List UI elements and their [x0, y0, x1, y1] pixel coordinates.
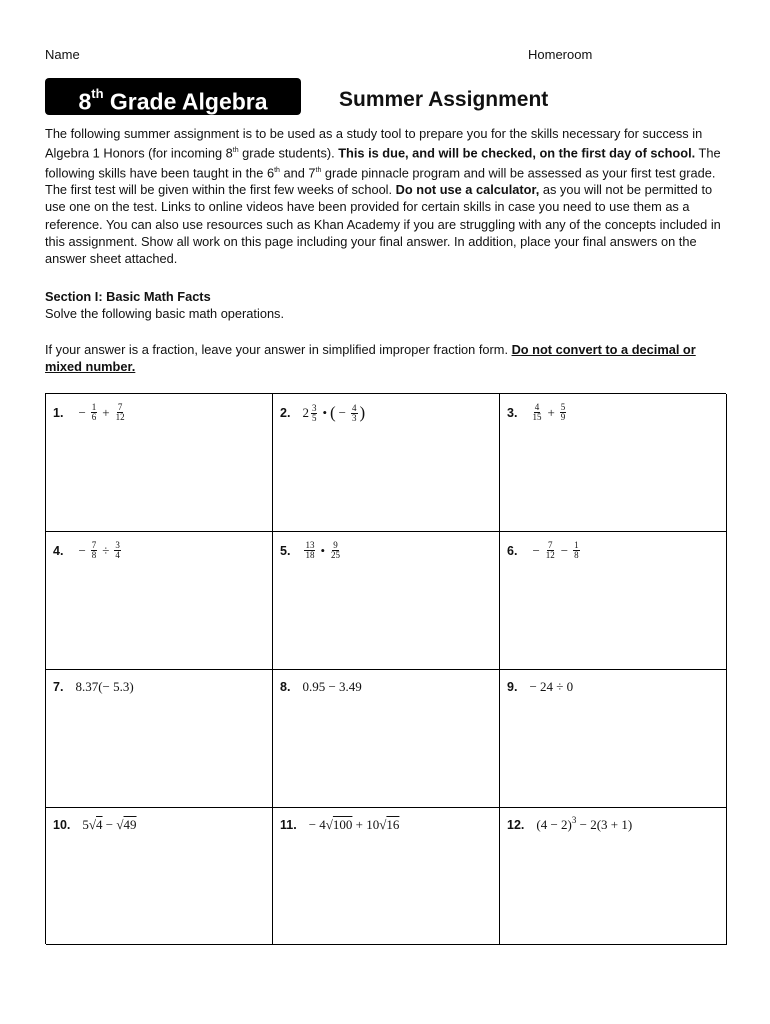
- numerator: 3: [115, 540, 120, 550]
- problem-expression: [75, 403, 127, 422]
- assignment-title: Summer Assignment: [339, 88, 549, 111]
- operator: −: [560, 542, 569, 558]
- problem-cell-9[interactable]: [500, 670, 727, 808]
- problem-number: 11.: [280, 818, 297, 832]
- operator: −: [102, 817, 117, 832]
- coefficient: 5: [82, 817, 89, 832]
- section-heading: Section I: Basic Math Facts: [45, 289, 211, 304]
- course-name: Grade Algebra: [103, 88, 268, 115]
- problem-number: 12.: [507, 818, 525, 832]
- coefficient: − 4: [308, 817, 326, 832]
- operator: •: [322, 405, 327, 420]
- neg-sign: −: [78, 404, 86, 420]
- operator: •: [320, 542, 325, 558]
- problem-cell-8[interactable]: [273, 670, 500, 808]
- problem-expression: [82, 817, 136, 833]
- sqrt-symbol: √: [379, 817, 387, 832]
- problem-cell-11[interactable]: [273, 808, 500, 945]
- intro-text-2: grade students).: [238, 145, 339, 161]
- problem-expression: [529, 541, 581, 560]
- problem-cell-7[interactable]: [46, 670, 273, 808]
- right-paren: ): [359, 403, 366, 422]
- left-paren: (: [330, 403, 336, 422]
- intro-text-8: as you will not be permitted to use one on the test. Links to online videos have been provided for certain skills in case you need to use them as a reference. You can also use resources such as Khan Academy if you are struggling with any of the concepts included in this assignment. Show all work on this page including your final answer. In addition, place your final answers on the answer sheet attached.: [45, 182, 721, 266]
- problem-number: 4.: [53, 543, 64, 558]
- fraction: [304, 541, 315, 560]
- fraction: [114, 541, 121, 560]
- problem-number: 2.: [280, 406, 291, 420]
- problem-expression: [536, 817, 632, 833]
- intro-text-1: The following summer assignment is to be used as a study tool to prepare you for the skills necessary for success in Algebra 1 Honors (for incoming 8: [45, 126, 703, 161]
- fraction-note-text: If your answer is a fraction, leave your answer in simplified improper fraction form.: [45, 342, 512, 357]
- problem-cell-10[interactable]: [46, 808, 273, 945]
- grade-suffix: th: [91, 86, 104, 101]
- problem-expression: [309, 817, 400, 833]
- problem-cell-5[interactable]: [273, 532, 500, 670]
- problem-number: 5.: [280, 543, 291, 558]
- neg-sign: −: [532, 542, 540, 558]
- numerator: 3: [311, 402, 317, 413]
- fraction-instructions: [45, 341, 725, 376]
- problem-cell-1[interactable]: [46, 394, 273, 532]
- intro-text-5: and 7: [279, 164, 316, 180]
- denominator: 8: [91, 550, 97, 560]
- problem-number: 3.: [507, 405, 518, 420]
- problem-number: 10.: [53, 818, 71, 832]
- numerator: 7: [91, 540, 97, 550]
- fraction: [330, 541, 341, 560]
- denominator: 4: [115, 550, 120, 560]
- exponent: 3: [571, 815, 577, 825]
- homeroom-label: Homeroom: [528, 47, 593, 62]
- fraction-note-warning: Do not convert to a decimal or mixed number.: [45, 342, 696, 375]
- denominator: 15: [532, 412, 542, 422]
- problem-number: 9.: [507, 680, 518, 694]
- denominator: 9: [560, 412, 566, 422]
- numerator: 4: [352, 402, 357, 413]
- denominator: 12: [115, 412, 125, 422]
- denominator: 5: [311, 412, 317, 423]
- numerator: 4: [534, 402, 540, 412]
- problem-expression: [529, 403, 568, 422]
- radicand: 49: [123, 817, 137, 832]
- intro-text-6: grade pinnacle program and will be assessed as your first test grade. The first test will be given within the first few weeks of school.: [45, 164, 716, 198]
- problem-cell-12[interactable]: [500, 808, 727, 945]
- section-subheading: Solve the following basic math operations.: [45, 306, 285, 321]
- intro-sup-4: th: [274, 166, 280, 174]
- numerator: 1: [574, 540, 579, 550]
- problem-cell-2[interactable]: [273, 394, 500, 532]
- problem-expression: [75, 541, 122, 560]
- denominator: 8: [574, 550, 579, 560]
- grade-number: 8: [78, 88, 92, 115]
- student-info-row: [45, 47, 725, 65]
- whole-number: 2: [302, 405, 309, 420]
- operator: +: [547, 404, 555, 420]
- fraction: [531, 403, 542, 422]
- problem-expression: − 24 ÷ 0: [529, 679, 574, 694]
- base-expression: (4 − 2): [536, 817, 572, 832]
- problem-number: 6.: [507, 543, 518, 558]
- fraction: [91, 541, 98, 560]
- problem-number: 1.: [53, 405, 64, 420]
- denominator: 3: [352, 412, 357, 423]
- numerator: 5: [560, 402, 566, 412]
- neg-sign: −: [78, 542, 86, 558]
- denominator: 12: [545, 550, 555, 560]
- fraction: [91, 403, 98, 422]
- operator: +: [102, 404, 110, 420]
- intro-text-4: The following skills have been taught in the 6: [45, 145, 721, 180]
- intro-paragraph: [45, 125, 725, 267]
- intro-due-notice: This is due, and will be checked, on the first day of school.: [338, 145, 696, 161]
- course-title-banner: [45, 78, 301, 115]
- neg-sign: −: [338, 405, 347, 420]
- problem-number: 7.: [53, 680, 64, 694]
- intro-calculator-notice: Do not use a calculator,: [395, 182, 540, 198]
- intro-sup-1: th: [232, 147, 239, 155]
- sqrt-symbol: √: [116, 817, 124, 832]
- denominator: 25: [331, 550, 340, 560]
- problem-expression: 8.37(− 5.3): [75, 679, 134, 694]
- fraction: [573, 541, 580, 560]
- denominator: 6: [91, 412, 97, 422]
- problem-expression: [302, 541, 343, 560]
- radicand: 4: [96, 817, 103, 832]
- fraction: [115, 403, 126, 422]
- fraction: [351, 404, 358, 423]
- intro-sup-5: th: [315, 166, 322, 174]
- numerator: 9: [333, 540, 338, 550]
- denominator: 18: [305, 550, 315, 560]
- problem-expression: 0.95 − 3.49: [302, 679, 362, 694]
- problem-cell-4[interactable]: [46, 532, 273, 670]
- problem-grid: [45, 393, 726, 944]
- remaining-expression: − 2(3 + 1): [576, 817, 633, 832]
- problem-number: 8.: [280, 680, 291, 694]
- fraction: [560, 403, 567, 422]
- numerator: 1: [91, 402, 97, 412]
- problem-expression: [302, 403, 365, 423]
- fraction: [311, 404, 318, 423]
- numerator: 7: [548, 540, 553, 550]
- numerator: 7: [117, 402, 123, 412]
- fraction: [545, 541, 556, 560]
- operator: ÷: [102, 542, 110, 558]
- radicand: 16: [386, 817, 400, 832]
- problem-cell-3[interactable]: [500, 394, 727, 532]
- name-label: Name: [45, 47, 80, 62]
- numerator: 13: [305, 540, 315, 550]
- sqrt-symbol: √: [325, 817, 333, 832]
- radicand: 100: [332, 817, 353, 832]
- operator: + 10: [352, 817, 380, 832]
- problem-cell-6[interactable]: [500, 532, 727, 670]
- sqrt-symbol: √: [88, 817, 97, 832]
